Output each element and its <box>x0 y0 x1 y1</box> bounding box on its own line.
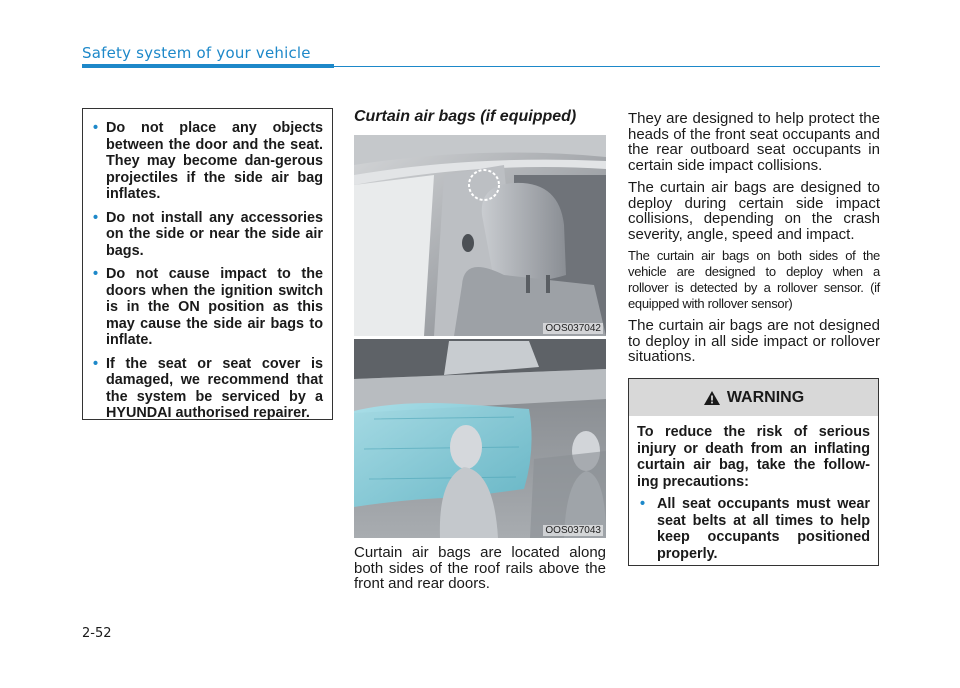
caution-item: • Do not install any accessories on the side or near the side air bags. <box>86 210 323 260</box>
caution-item: • If the seat or seat cover is damaged, we recommend that the system be serviced by a HYUNDAI authorised repairer. <box>86 356 323 422</box>
figure-curtain-airbag-pillar <box>354 135 606 336</box>
figure-1-code: OOS037042 <box>545 323 601 334</box>
section-title: Safety system of your vehicle <box>82 44 311 62</box>
right-paragraph-4: The curtain air bags are not designed to deploy in all side impact or rollover situations. <box>628 317 880 366</box>
caution-item: • Do not place any objects between the door and the seat. They may become dan-gerous projectiles if the side air bag inflates. <box>86 120 323 203</box>
caution-box <box>82 108 333 420</box>
right-paragraph-2: The curtain air bags are designed to deploy during certain side impact collisions, depending on the crash severity, angle, speed and impact. <box>628 179 880 243</box>
caution-item: • Do not cause impact to the doors when the ignition switch is in the ON position as this may cause the side air bags to inflate. <box>86 266 323 349</box>
deployed-airbag-illustration <box>354 339 606 538</box>
pillar-illustration <box>354 135 606 336</box>
warning-triangle-icon <box>703 390 721 406</box>
right-paragraph-1: They are designed to help protect the heads of the front seat occupants and the rear outboard seat occupants in certain side impact collisions. <box>628 110 880 174</box>
figure-curtain-airbag-deployed <box>354 339 606 538</box>
warning-header <box>629 379 878 416</box>
right-paragraph-3: The curtain air bags on both sides of the vehicle are designed to deploy when a rollover is detected by a rollover sensor. (if equipped with rollover sensor) <box>628 248 880 311</box>
section-heading: Curtain air bags (if equipped) <box>354 108 577 125</box>
warning-body <box>629 416 878 562</box>
caution-list <box>86 120 323 422</box>
page-number: 2-52 <box>82 626 112 641</box>
figure-2-code: OOS037043 <box>545 525 601 536</box>
warning-item: • All seat occupants must wear seat belts at all times to help keep occupants positioned properly. <box>637 496 870 562</box>
warning-box <box>628 378 879 566</box>
warning-intro: To reduce the risk of serious injury or death from an inflating curtain air bag, take the follow-ing precautions: <box>637 424 870 490</box>
warning-list <box>637 496 870 562</box>
header-rule-thick <box>82 64 334 68</box>
header-rule-thin <box>334 66 880 67</box>
warning-title: WARNING <box>726 388 805 406</box>
location-paragraph: Curtain air bags are located along both sides of the roof rails above the front and rear doors. <box>354 544 606 593</box>
